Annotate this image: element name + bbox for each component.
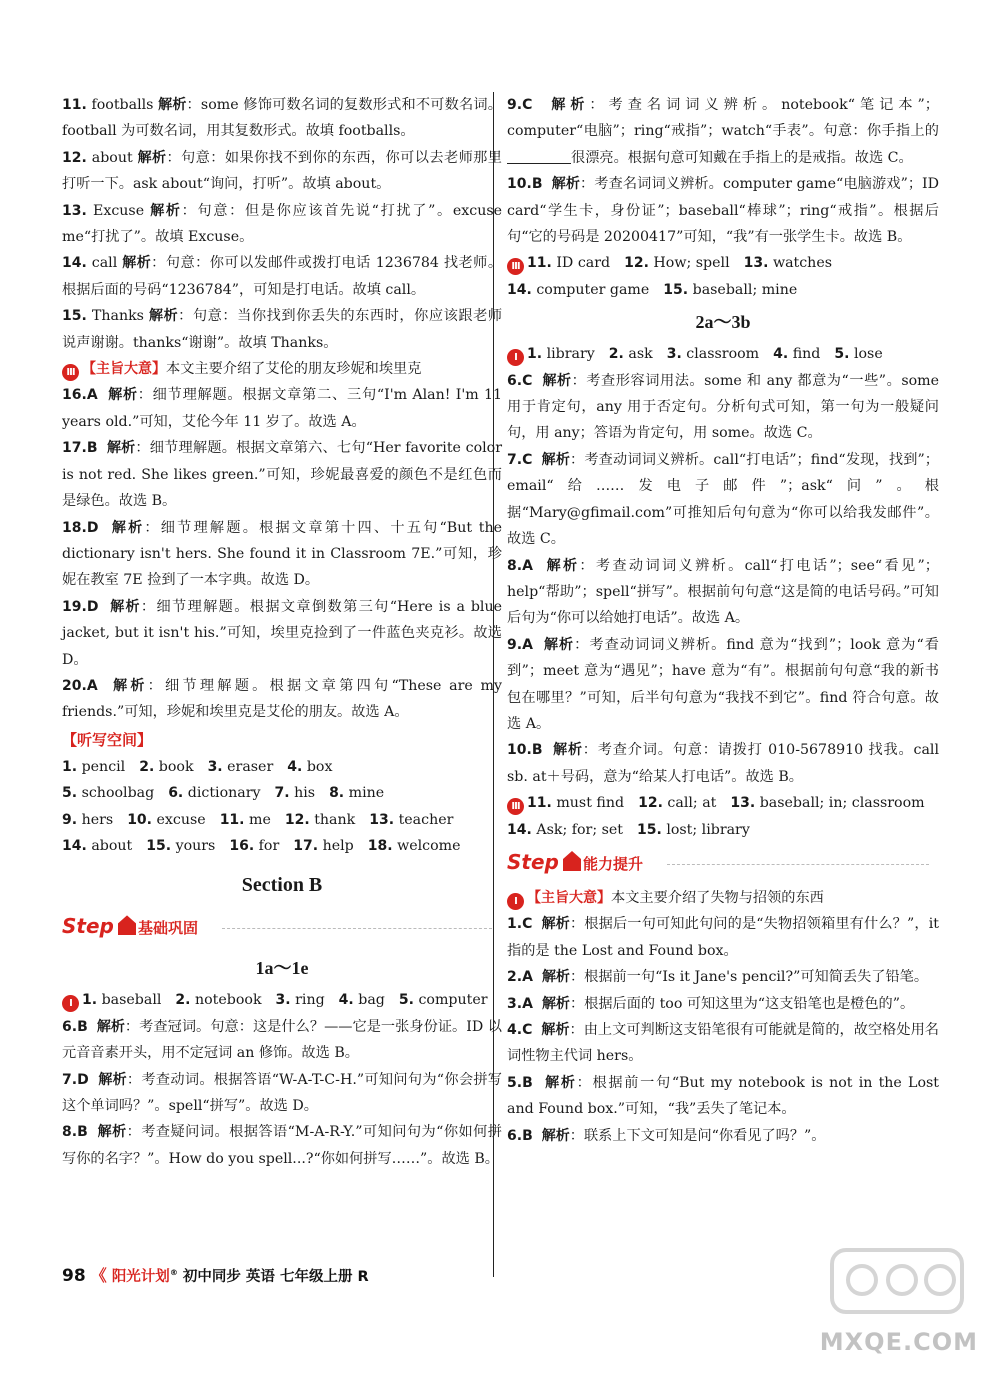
- answer-item: 10.B 解析：考查名词词义辨析。computer game“电脑游戏”；ID card“学生卡，身份证”；baseball“棒球”；ring“戒指”。根据后句“它的号码是 20200417”可知，“我”有一张学生卡。故选 B。: [507, 176, 939, 246]
- roman-numeral-badge: I: [62, 995, 79, 1012]
- step-2-banner: [507, 847, 939, 881]
- answer-item: 11. footballs 解析：some 修饰可数名词的复数形式和不可数名词。football 为可数名词，用其复数形式。故填 footballs。: [62, 97, 502, 140]
- answer-row-items: [527, 346, 883, 362]
- answer-word: pencil: [81, 758, 126, 775]
- answer-item: 6.C 解析：考查形容词用法。some 和 any 都意为“一些”。some 用于肯定句，any 用于否定句。分析句式可知，第一句为一般疑问句，用 any；答语为肯定句，用 some。故选 C。: [507, 372, 939, 442]
- summary-head: 【主旨大意】: [82, 361, 166, 378]
- answer-word: library: [546, 346, 595, 363]
- answer-word: teacher: [398, 811, 454, 828]
- answer-word: eraser: [227, 758, 274, 775]
- summary-line: [507, 885, 939, 911]
- summary-text: 本文主要介绍了失物与招领的东西: [611, 889, 824, 906]
- answer-number: 5.: [62, 785, 78, 802]
- answer-word: bag: [358, 992, 385, 1009]
- answer-word: me: [249, 811, 271, 828]
- answer-word: Ask; for; set: [536, 821, 623, 838]
- subsection-title: 2a～3b: [695, 312, 751, 333]
- summary-line: [62, 356, 502, 382]
- answer-word: lost; library: [666, 821, 750, 838]
- answer-number: 14.: [507, 281, 532, 298]
- subsection-title: 1a～1e: [255, 958, 309, 979]
- answer-list-6-10: [507, 368, 939, 791]
- roman-numeral-badge: I: [507, 893, 524, 910]
- answer-word: How; spell: [653, 255, 730, 272]
- answer-item: 8.B 解析：考查疑问词。根据答语“M-A-R-Y.”可知问句为“你如何拼写你的名字？”。How do you spell...?“你如何拼写……”。故选 B。: [62, 1124, 502, 1167]
- answer-word: for: [258, 837, 280, 854]
- answer-word: baseball; mine: [692, 281, 798, 298]
- answer-row-items: [527, 255, 832, 271]
- answer-number: 4.: [773, 346, 789, 363]
- answer-item: 8.A 解析：考查动词词义辨析。call“打电话”；see“看见”；help“帮助”；spell“拼写”。根据前句句意“这是简的电话号码。”可知后句为“你可以给她打电话”。故选 A。: [507, 557, 939, 627]
- step-1-banner: [62, 911, 502, 945]
- step-label: 能力提升: [583, 854, 644, 873]
- answer-list-11-15: [62, 92, 502, 356]
- answer-number: 13.: [730, 795, 756, 812]
- answer-list-6-8: [62, 1014, 502, 1172]
- answer-word: welcome: [397, 837, 461, 854]
- answer-list-1-6: [507, 911, 939, 1149]
- answer-word: ask: [628, 346, 653, 363]
- answer-number: 1.: [82, 992, 98, 1009]
- answer-word: help: [322, 837, 354, 854]
- answer-row-11-13: [507, 790, 939, 816]
- listen-heading: 【听写空间】: [62, 730, 153, 749]
- answer-word: computer game: [536, 281, 650, 298]
- answer-number: 12.: [638, 795, 663, 812]
- answer-number: 3.: [275, 992, 291, 1009]
- answer-word: book: [158, 758, 194, 775]
- answer-number: 3.: [207, 758, 223, 775]
- answer-number: 10.: [127, 811, 152, 828]
- house-icon: [563, 851, 581, 871]
- left-column: [62, 92, 502, 1172]
- answer-word: excuse: [156, 811, 206, 828]
- answer-item: 18.D 解析：细节理解题。根据文章第十四、十五句“But the dictionary isn't hers. She found it in Classroom 7E.”可知，珍妮在教室 7E 捡到了一本字典。故选 D。: [62, 519, 503, 589]
- answer-item: 7.D 解析：考查动词。根据答语“W-A-T-C-H.”可知问句为“你会拼写这个单词吗？”。spell“拼写”。故选 D。: [62, 1071, 502, 1114]
- answer-word: watches: [772, 255, 833, 272]
- answer-word: schoolbag: [81, 785, 155, 802]
- answer-word: ring: [295, 992, 325, 1009]
- answer-item: 14. call 解析：句意：你可以发邮件或拨打电话 1236784 找老师。根据后面的号码“1236784”，可知是打电话。故填 call。: [62, 255, 503, 298]
- answer-number: 13.: [743, 255, 769, 272]
- answer-number: 13.: [369, 811, 395, 828]
- answer-word: computer: [418, 992, 488, 1009]
- step-label: 基础巩固: [138, 919, 199, 938]
- answer-word: thank: [314, 811, 356, 828]
- answer-item: 12. about 解析：句意：如果你找不到你的东西，你可以去老师那里打听一下。ask about“询问，打听”。故填 about。: [62, 149, 502, 193]
- answer-word: dictionary: [187, 785, 261, 802]
- right-column: [507, 92, 939, 1149]
- roman-numeral-badge: III: [62, 364, 79, 381]
- roman-numeral-badge: III: [507, 798, 524, 815]
- watermark-text: MXQE.COM: [819, 1328, 978, 1356]
- answer-word: about: [91, 837, 133, 854]
- house-icon: [118, 915, 136, 935]
- answer-number: 5.: [834, 346, 850, 363]
- roman-numeral-badge: I: [507, 349, 524, 366]
- answer-word: call; at: [667, 795, 717, 812]
- answer-number: 15.: [636, 821, 662, 838]
- answer-item: 3.A 解析：根据后面的 too 可知这里为“这支铅笔也是橙色的”。: [507, 995, 915, 1012]
- answer-number: 5.: [398, 992, 414, 1009]
- answer-word: baseball; in; classroom: [759, 795, 925, 812]
- listen-row: [62, 807, 502, 833]
- answer-number: 2.: [608, 346, 624, 363]
- answer-item: 17.B 解析：细节理解题。根据文章第六、七句“Her favorite color is not red. She likes green.”可知，珍妮最喜爱的颜色不是红色而是绿色。故选 B。: [62, 440, 502, 510]
- answer-number: 2.: [139, 758, 155, 775]
- answer-number: 6.: [168, 785, 184, 802]
- answer-item: 9.C 解析：考查名词词义辨析。notebook“笔记本”；computer“电脑”；ring“戒指”；watch“手表”。句意：你手指上的很漂亮。根据句意可知戴在手指上的是戒指。故选 C。: [507, 97, 939, 166]
- answer-word: must find: [556, 795, 625, 812]
- answer-number: 9.: [62, 811, 78, 828]
- answer-item: 1.C 解析：根据后一句可知此句问的是“失物招领箱里有什么？”，it 指的是 the Lost and Found box。: [507, 916, 939, 959]
- answer-word: classroom: [686, 346, 760, 363]
- answer-list-16-20: [62, 382, 502, 725]
- dashed-divider: [667, 864, 929, 866]
- roman-numeral-badge: III: [507, 258, 524, 275]
- answer-word: yours: [175, 837, 216, 854]
- answer-item: 7.C 解析：考查动词词义辨析。call“打电话”；find“发现，找到”；email“给……发电子邮件”；ask“问”。根据“Mary@gfimail.com”可推知后句句意为“你可以给我发邮件”。故选 C。: [507, 451, 939, 548]
- step-word: Step: [62, 914, 114, 939]
- chevron-left-icon: 《: [90, 1266, 107, 1285]
- answer-word: mine: [348, 785, 385, 802]
- answer-item: 5.B 解析：根据前一句“But my notebook is not in the Lost and Found box.”可知，“我”丢失了笔记本。: [507, 1074, 939, 1118]
- answer-number: 2.: [175, 992, 191, 1009]
- brand-name: 阳光计划: [111, 1269, 170, 1285]
- answer-word: notebook: [195, 992, 262, 1009]
- answer-number: 3.: [666, 346, 682, 363]
- answer-number: 16.: [229, 837, 255, 854]
- answer-number: 11.: [219, 811, 245, 828]
- answer-row-11-13: [507, 250, 939, 276]
- answer-item: 2.A 解析：根据前一句“Is it Jane's pencil?”可知简丢失了铅笔。: [507, 969, 929, 986]
- answer-number: 15.: [663, 281, 689, 298]
- answer-item: 15. Thanks 解析：句意：当你找到你丢失的东西时，你应该跟老师说声谢谢。thanks“谢谢”。故填 Thanks。: [62, 308, 503, 351]
- answer-number: 14.: [62, 837, 87, 854]
- answer-item: 20.A 解析：细节理解题。根据文章第四句“These are my friends.”可知，珍妮和埃里克是艾伦的朋友。故选 A。: [62, 677, 502, 721]
- answer-row-1-5: [62, 987, 502, 1013]
- answer-number: 4.: [338, 992, 354, 1009]
- answer-word: hers: [81, 811, 114, 828]
- answer-item: 6.B 解析：考查冠词。句意：这是什么？——它是一张身份证。ID 以元音音素开头，用不定冠词 an 修饰。故选 B。: [62, 1018, 502, 1062]
- listen-row: [62, 833, 502, 859]
- answer-word: baseball: [101, 992, 162, 1009]
- answer-number: 12.: [624, 255, 649, 272]
- answer-word: box: [306, 758, 333, 775]
- answer-item: 6.B 解析：联系上下文可知是问“你看见了吗？”。: [507, 1127, 826, 1144]
- answer-item: 19.D 解析：细节理解题。根据文章倒数第三句“Here is a blue jacket, but it isn't his.”可知，埃里克捡到了一件蓝色夹克衫。故选 D。: [62, 598, 502, 668]
- answer-item: 10.B 解析：考查介词。句意：请拨打 010-5678910 找我。call sb. at＋号码，意为“给某人打电话”。故选 B。: [507, 742, 940, 785]
- answer-item: 13. Excuse 解析：句意：但是你应该首先说“打扰了”。excuse me“打扰了”。故填 Excuse。: [62, 202, 503, 246]
- summary-head: 【主旨大意】: [527, 889, 611, 906]
- answer-number: 17.: [293, 837, 319, 854]
- answer-word: lose: [853, 346, 883, 363]
- listen-row: [62, 754, 502, 780]
- section-title: Section B: [241, 874, 323, 897]
- listen-word-list: [62, 754, 502, 860]
- answer-number: 11.: [527, 795, 552, 812]
- answer-word: his: [294, 785, 316, 802]
- answer-row-14-15: [507, 277, 939, 303]
- answer-number: 1.: [527, 346, 543, 363]
- page-number: 98: [62, 1266, 86, 1286]
- registered-mark: ®: [169, 1268, 178, 1278]
- answer-number: 15.: [146, 837, 172, 854]
- answer-row-1-5: [507, 341, 939, 367]
- dashed-divider: [222, 928, 492, 930]
- fill-blank: [507, 149, 571, 164]
- answer-number: 18.: [367, 837, 393, 854]
- answer-item: 16.A 解析：细节理解题。根据文章第二、三句“I'm Alan! I'm 11 years old.”可知，艾伦今年 11 岁了。故选 A。: [62, 387, 502, 430]
- answer-row-items: [527, 795, 925, 811]
- answer-number: 1.: [62, 758, 78, 775]
- page-footer: [62, 1263, 369, 1286]
- summary-text: 本文主要介绍了艾伦的朋友珍妮和埃里克: [166, 361, 422, 378]
- answer-row-items: [82, 992, 488, 1008]
- answer-item: 9.A 解析：考查动词词义辨析。find 意为“找到”；look 意为“看到”；meet 意为“遇见”；have 意为“有”。根据前句句意“我的新书包在哪里？”可知，后半句句意为“我找不到它”。find 符合句意。故选 A。: [507, 636, 939, 732]
- answer-row-14-15: [507, 817, 939, 843]
- answer-word: ID card: [556, 255, 611, 272]
- answer-number: 7.: [274, 785, 290, 802]
- answer-number: 8.: [329, 785, 345, 802]
- answer-number: 12.: [284, 811, 310, 828]
- answer-number: 4.: [287, 758, 303, 775]
- answer-number: 11.: [527, 255, 552, 272]
- answer-number: 14.: [507, 821, 532, 838]
- book-series: 初中同步 英语 七年级上册 R: [182, 1269, 369, 1285]
- answer-word: find: [792, 346, 821, 363]
- step-word: Step: [507, 849, 559, 874]
- answer-item: 4.C 解析：由上文可判断这支铅笔很有可能就是简的，故空格处用名词性物主代词 hers。: [507, 1022, 939, 1065]
- listen-row: [62, 780, 502, 806]
